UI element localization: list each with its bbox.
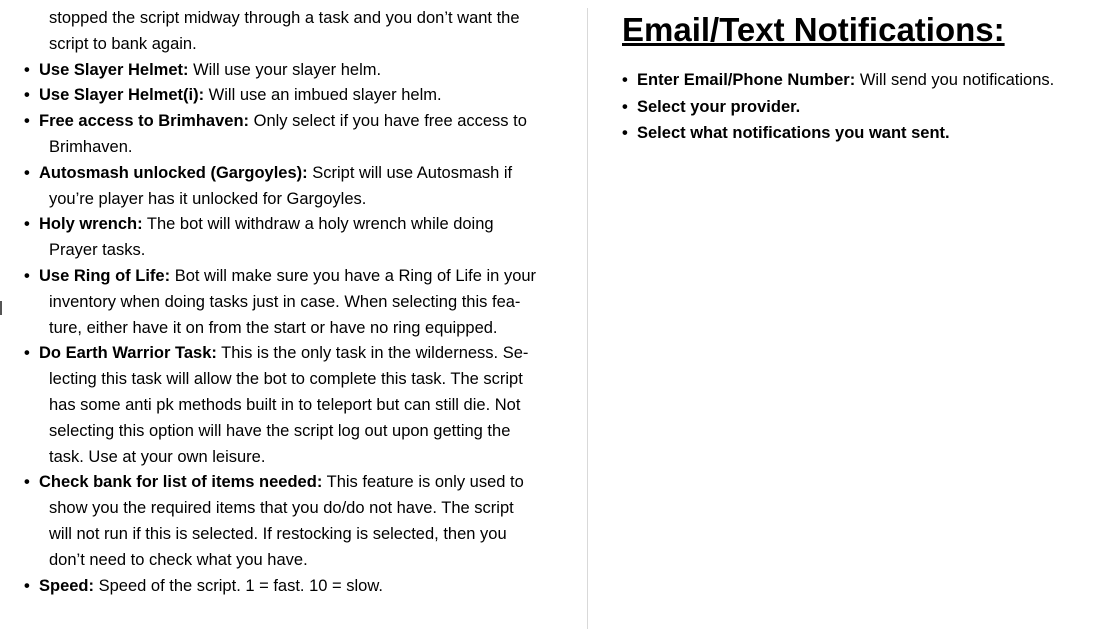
bullet-item bbox=[24, 574, 564, 600]
bullet-item bbox=[24, 212, 564, 264]
bullet-first-line bbox=[39, 470, 564, 496]
bullet-body bbox=[39, 109, 564, 161]
bullet-term: Use Slayer Helmet(i): bbox=[39, 86, 205, 105]
continuation-line: script to bank again. bbox=[49, 34, 197, 53]
bullet-body bbox=[39, 83, 564, 109]
bullet-dot-icon: • bbox=[24, 86, 30, 105]
bullet-wrap-line: inventory when doing tasks just in case. When selecting this fea- bbox=[49, 292, 521, 311]
bullet-item bbox=[24, 109, 564, 161]
bullet-term: Autosmash unlocked (Gargoyles): bbox=[39, 163, 308, 182]
bullet-term: Free access to Brimhaven: bbox=[39, 112, 250, 131]
column-divider bbox=[587, 8, 588, 629]
bullet-term: Select what notifications you want sent. bbox=[637, 124, 950, 142]
bullet-text: Will use your slayer helm. bbox=[193, 60, 382, 79]
bullet-text: Speed of the script. 1 = fast. 10 = slow. bbox=[98, 576, 383, 595]
bullet-body bbox=[39, 212, 564, 264]
bullet-dot-icon: • bbox=[24, 473, 30, 492]
bullet-text: Will use an imbued slayer helm. bbox=[208, 86, 442, 105]
bullet-body bbox=[39, 264, 564, 341]
bullet-dot-icon: • bbox=[622, 124, 628, 142]
bullet-body bbox=[637, 120, 1102, 147]
bullet-first-line bbox=[39, 58, 564, 84]
bullet-dot-icon: • bbox=[24, 163, 30, 182]
bullet-wrap-line: you’re player has it unlocked for Gargoyles. bbox=[49, 189, 367, 208]
bullet-dot-icon: • bbox=[24, 112, 30, 131]
right-bullet-list bbox=[622, 67, 1102, 147]
bullet-wrap-line: show you the required items that you do/do not have. The script bbox=[49, 499, 514, 518]
bullet-item bbox=[24, 58, 564, 84]
bullet-item bbox=[24, 161, 564, 213]
notification-bullet-item bbox=[622, 94, 1102, 121]
bullet-term: Speed: bbox=[39, 576, 95, 595]
bullet-dot-icon: • bbox=[24, 576, 30, 595]
bullet-item bbox=[24, 83, 564, 109]
bullet-wrap-line: lecting this task will allow the bot to complete this task. The script bbox=[49, 370, 523, 389]
bullet-text: Will send you notifications. bbox=[859, 71, 1055, 89]
bullet-dot-icon: • bbox=[24, 266, 30, 285]
bullet-term: Holy wrench: bbox=[39, 215, 143, 234]
bullet-dot-icon: • bbox=[24, 344, 30, 363]
bullet-wrap-line: Prayer tasks. bbox=[49, 241, 146, 260]
bullet-body bbox=[637, 67, 1102, 94]
bullet-text: Bot will make sure you have a Ring of Life in your bbox=[174, 266, 537, 285]
bullet-first-line bbox=[39, 161, 564, 187]
bullet-text: This feature is only used to bbox=[326, 473, 524, 492]
bullet-wrap-line: task. Use at your own leisure. bbox=[49, 447, 266, 466]
bullet-wrap-line: has some anti pk methods built in to teleport but can still die. Not bbox=[49, 395, 521, 414]
bullet-term: Enter Email/Phone Number: bbox=[637, 71, 856, 89]
bullet-body bbox=[637, 94, 1102, 121]
bullet-body bbox=[39, 574, 564, 600]
continuation-line: stopped the script midway through a task and you don’t want the bbox=[49, 9, 520, 27]
bullet-dot-icon: • bbox=[24, 60, 30, 79]
bullet-body bbox=[39, 58, 564, 84]
bullet-dot-icon: • bbox=[622, 71, 628, 89]
bullet-text: Script will use Autosmash if bbox=[312, 163, 513, 182]
bullet-item bbox=[24, 264, 564, 341]
right-column bbox=[622, 8, 1102, 147]
bullet-first-line bbox=[39, 109, 564, 135]
bullet-body bbox=[39, 161, 564, 213]
bullet-item bbox=[24, 341, 564, 470]
bullet-item bbox=[24, 470, 564, 573]
bullet-term: Check bank for list of items needed: bbox=[39, 473, 323, 492]
bullet-dot-icon: • bbox=[24, 215, 30, 234]
bullet-wrap-line: don’t need to check what you have. bbox=[49, 550, 308, 569]
notification-bullet-item bbox=[622, 67, 1102, 94]
bullet-term: Select your provider. bbox=[637, 97, 801, 116]
bullet-term: Use Ring of Life: bbox=[39, 266, 171, 285]
left-column bbox=[24, 6, 564, 599]
left-bullet-list bbox=[24, 58, 564, 600]
bullet-wrap-line: will not run if this is selected. If restocking is selected, then you bbox=[49, 524, 507, 543]
edge-mark bbox=[0, 301, 2, 315]
bullet-body bbox=[39, 470, 564, 573]
notifications-heading: Email/Text Notifications: bbox=[622, 11, 1005, 48]
bullet-first-line bbox=[39, 341, 564, 367]
bullet-term: Use Slayer Helmet: bbox=[39, 60, 189, 79]
bullet-first-line bbox=[39, 574, 564, 600]
bullet-text: This is the only task in the wilderness. Se- bbox=[221, 344, 529, 363]
bullet-text: Only select if you have free access to bbox=[253, 112, 527, 131]
bullet-dot-icon: • bbox=[622, 97, 628, 116]
notification-bullet-item bbox=[622, 120, 1102, 147]
bullet-first-line bbox=[39, 212, 564, 238]
bullet-first-line bbox=[39, 83, 564, 109]
bullet-term: Do Earth Warrior Task: bbox=[39, 344, 217, 363]
bullet-body bbox=[39, 341, 564, 470]
bullet-first-line bbox=[39, 264, 564, 290]
bullet-wrap-line: selecting this option will have the script log out upon getting the bbox=[49, 421, 511, 440]
bullet-wrap-line: ture, either have it on from the start or have no ring equipped. bbox=[49, 318, 498, 337]
bullet-wrap-line: Brimhaven. bbox=[49, 137, 133, 156]
bullet-text: The bot will withdraw a holy wrench while doing bbox=[146, 215, 494, 234]
